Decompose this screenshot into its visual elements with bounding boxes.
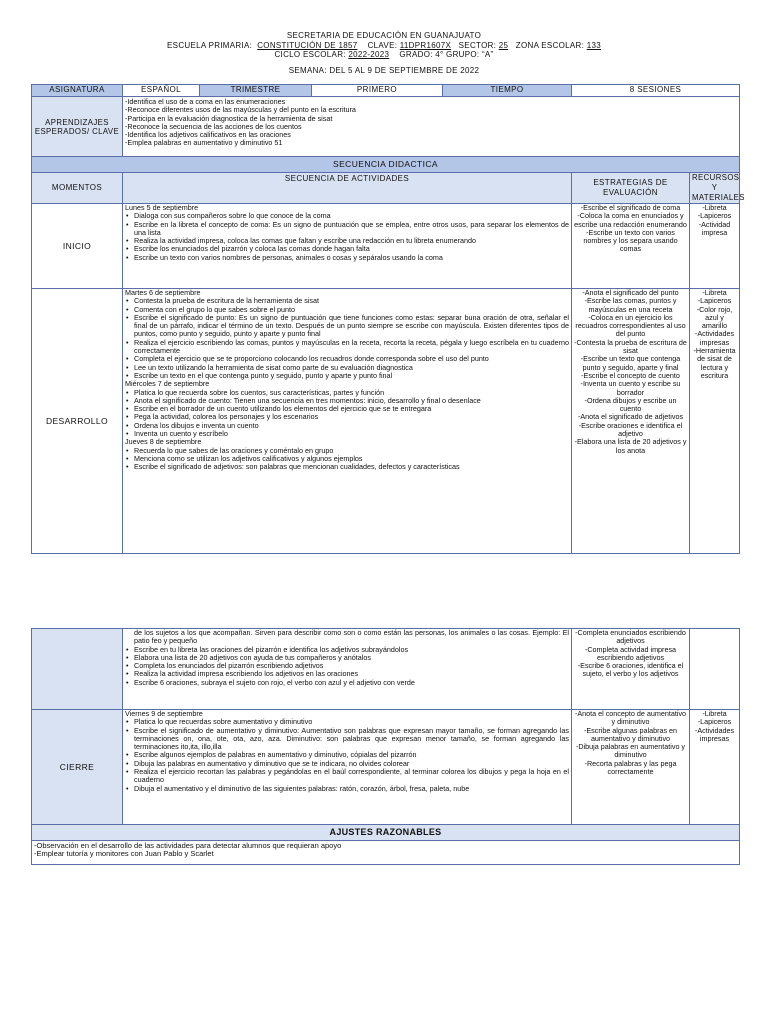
list-item: • Comenta con el grupo lo que sabes sobre el punto <box>125 306 569 314</box>
continuation-activities <box>123 629 572 710</box>
list-item: • Escribe el significado de aumentativo y diminutivo: Aumentativo son palabras que expresan mayor tamaño, se forman agregando las terminaciones on, ona, ote, ota, azo, aza. Diminutivo: son palabras que expresan menor tamaño, se forman agregando las terminaciones ito,ita, illo,illa <box>125 727 569 752</box>
recurso-item: -Lapiceros <box>697 717 732 727</box>
recurso-item: -Libreta <box>702 288 727 297</box>
aprendizaje-item: -Participa en la evaluación diagnostica de la herramienta de sisat <box>125 113 333 123</box>
planning-table-page2 <box>31 628 740 865</box>
recurso-item: -Herramienta de sisat de lectura y escritura <box>693 346 736 380</box>
cierre-label: CIERRE <box>32 710 123 825</box>
list-item: • Ordena los dibujos e inventa un cuento <box>125 422 569 430</box>
list-item: • Escribe en la libreta el concepto de coma: Es un signo de puntuación que se emplea, entre otros usos, para separar los elementos de una lista <box>125 221 569 238</box>
list-item: • Dibuja el aumentativo y el diminutivo de las siguientes palabras: ratón, corazón, árbol, fresa, paleta, nube <box>125 785 569 793</box>
secretaria-line: SECRETARIA DE EDUCACIÓN EN GUANAJUATO <box>286 31 482 40</box>
trimestre-label: TRIMESTRE <box>200 85 312 97</box>
day-heading: Miércoles 7 de septiembre <box>125 379 210 389</box>
list-item: • Elabora una lista de 20 adjetivos con ayuda de tus compañeros y anótalos <box>125 654 569 662</box>
recursos-header: RECURSOS Y MATERIALES <box>690 173 740 204</box>
activity-list <box>125 646 569 687</box>
estrategia-item: -Escribe oraciones e identifica el adjetivo <box>578 420 683 439</box>
momentos-header: MOMENTOS <box>32 173 123 204</box>
estrategia-item: -Escribe algunas palabras en aumentativo y diminutivo <box>583 725 678 743</box>
inicio-estrategias <box>572 204 690 289</box>
recurso-item: -Lapiceros <box>697 211 732 221</box>
school-name: CONSTITUCIÓN DE 1857 <box>257 40 358 50</box>
tiempo-value: 8 SESIONES <box>572 85 740 97</box>
ajustes-list <box>32 841 740 865</box>
list-item: • Escribe un texto con varios nombres de personas, animales o cosas y sepáralos usando la coma <box>125 254 569 262</box>
recurso-item: -Libreta <box>702 203 727 212</box>
inicio-row <box>32 204 740 289</box>
planning-table-page1 <box>31 84 745 554</box>
recurso-item: -Lapiceros <box>697 296 732 306</box>
list-item: • Realiza la actividad impresa, coloca las comas que faltan y escribe una redacción en tu libreta enumerando <box>125 237 569 245</box>
aprendizajes-label: APRENDIZAJES ESPERADOS/ CLAVE <box>32 97 123 157</box>
list-item: • Escribe en tu libreta las oraciones del pizarrón e identifica los adjetivos subrayándolos <box>125 646 569 654</box>
desarrollo-recursos <box>690 289 740 554</box>
estrategia-item: -Escribe 6 oraciones, identifica el sujeto, el verbo y los adjetivos <box>577 661 684 679</box>
aprendizaje-item: -Reconoce diferentes usos de las mayúsculas y del punto en la escritura <box>125 105 356 115</box>
list-item: • Escribe el significado de adjetivos: son palabras que mencionan cualidades, defectos y características <box>125 463 569 471</box>
school-zona: 133 <box>586 40 601 50</box>
day-heading: Martes 6 de septiembre <box>125 288 201 297</box>
estrategia-item: -Anota el concepto de aumentativo y diminutivo <box>574 709 687 727</box>
aprendizaje-item: -Identifica el uso de a coma en las enumeraciones <box>125 97 286 106</box>
cierre-row <box>32 710 740 825</box>
grado-grupo: GRADO: 4° GRUPO: “A” <box>399 50 494 59</box>
continuation-moment <box>32 629 123 710</box>
desarrollo-estrategias <box>572 289 690 554</box>
ajustes-title-row <box>32 825 740 841</box>
activity-list <box>125 297 569 380</box>
ciclo-line: CICLO ESCOLAR: 2022-2023 GRADO: 4° GRUPO: “A” <box>274 50 494 59</box>
estrategia-item: -Escribe las comas, puntos y mayúsculas en una receta <box>584 296 677 314</box>
recurso-item: -Color rojo, azul y amarillo <box>696 304 733 331</box>
day-heading: Jueves 8 de septiembre <box>125 437 202 447</box>
list-item: • Realiza el ejercicio escribiendo las comas, puntos y mayúsculas en la receta, recorta la receta, pégala y luego escríbela en tu cuaderno correctamente <box>125 339 569 356</box>
estrategia-item: -Ordena dibujos y escribe un cuento <box>584 395 677 414</box>
continuation-recursos <box>690 629 740 710</box>
estrategia-item: -Escribe el significado de coma <box>580 203 681 212</box>
day-heading: Lunes 5 de septiembre <box>125 203 199 212</box>
trimestre-value: PRIMERO <box>312 85 443 97</box>
list-item: • Inventa un cuento y escríbelo <box>125 430 569 438</box>
estrategia-item: -Anota el significado del punto <box>582 288 679 297</box>
inicio-label: INICIO <box>32 204 123 289</box>
activity-list <box>125 212 569 262</box>
estrategia-item: -Contesta la prueba de escritura de sisat <box>574 337 687 356</box>
list-item: • Platica lo que recuerdas sobre aumentativo y diminutivo <box>125 718 569 726</box>
column-header-row <box>32 173 740 204</box>
school-sector: 25 <box>498 40 509 50</box>
ajuste-item: -Observación en el desarrollo de las actividades para detectar alumnos que requieran apoyo <box>34 841 342 850</box>
day-heading: Viernes 9 de septiembre <box>125 709 203 718</box>
estrategia-item: -Elabora una lista de 20 adjetivos y los anota <box>574 437 687 455</box>
desarrollo-activities <box>123 289 572 554</box>
ciclo-value: 2022-2023 <box>348 50 390 59</box>
list-item: • Lee un texto utilizando la herramienta de sisat como parte de su evaluación diagnostica <box>125 364 569 372</box>
tiempo-label: TIEMPO <box>443 85 572 97</box>
secuencia-title: SECUENCIA DIDACTICA <box>32 157 740 173</box>
info-row <box>32 85 740 97</box>
estrategia-item: -Anota el significado de adjetivos <box>577 412 684 422</box>
aprendizajes-row <box>32 97 740 157</box>
list-item: • Escribe 6 oraciones, subraya el sujeto con rojo, el verbo con azul y el adjetivo con verde <box>125 679 569 687</box>
aprendizaje-item: -Emplea palabras en aumentativo y diminutivo 51 <box>125 138 283 148</box>
recurso-item: -Actividad impresa <box>698 219 731 237</box>
cierre-estrategias <box>572 710 690 825</box>
list-item: • Dibuja las palabras en aumentativo y diminutivo que se te indicara, no olvides colorear <box>125 760 569 768</box>
estrategia-item: -Completa enunciados escribiendo adjetivos <box>575 628 686 646</box>
asignatura-label: ASIGNATURA <box>32 85 123 97</box>
recurso-item: -Libreta <box>702 709 727 718</box>
aprendizaje-item: -Reconoce la secuencia de las acciones de los cuentos <box>125 121 302 131</box>
list-item: • Realiza la actividad impresa escribiendo los adjetivos en las oraciones <box>125 670 569 678</box>
recurso-item: -Actividades impresas <box>694 725 735 743</box>
desarrollo-label: DESARROLLO <box>32 289 123 554</box>
activity-list <box>125 447 569 472</box>
list-item: • Escribe algunos ejemplos de palabras en aumentativo y diminutivo, cópialas del pizarrón <box>125 751 569 759</box>
actividades-header: SECUENCIA DE ACTIVIDADES <box>123 173 572 204</box>
list-item: • Completa el ejercicio que se te proporciono colocando los recuadros donde corresponda sobre el uso del punto <box>125 355 569 363</box>
semana-line: SEMANA: DEL 5 AL 9 DE SEPTIEMBRE DE 2022 <box>288 65 480 75</box>
continuation-row <box>32 629 740 710</box>
cierre-activities <box>123 710 572 825</box>
list-item: • Realiza el ejercicio recortan las palabras y pegándolas en el baúl correspondiente, al terminar colorea los dibujos y pega la hoja en el cuaderno <box>125 768 569 785</box>
list-item: • Dialoga con sus compañeros sobre lo que conoce de la coma <box>125 212 569 220</box>
ajustes-row <box>32 841 740 865</box>
school-clave: 11DPR1607X <box>399 40 452 50</box>
ajustes-title: AJUSTES RAZONABLES <box>32 825 740 841</box>
estrategia-item: -Escribe un texto con varios nombres y los separa usando comas <box>583 227 678 254</box>
estrategia-item: -Escribe un texto que contenga punto y seguido, aparte y final <box>580 354 681 372</box>
recurso-item: -Actividades impresas <box>694 329 735 347</box>
list-item: • Menciona como se utilizan los adjetivos calificativos y algunos ejemplos <box>125 455 569 463</box>
estrategia-item: -Coloca la coma en enunciados y escribe una redacción enumerando <box>574 211 687 229</box>
list-item: • Pega la actividad, colorea los personajes y los escenarios <box>125 413 569 421</box>
continued-text: de los sujetos a los que acompañan. Sirven para describir como son o como están las personas, los animales o las cosas. Ejemplo: El patio feo y pequeño <box>134 628 569 646</box>
list-item: • Recuerda lo que sabes de las oraciones y coméntalo en grupo <box>125 447 569 455</box>
continuation-estrategias <box>572 629 690 710</box>
secuencia-title-row <box>32 157 740 173</box>
list-item: • Escribe en el borrador de un cuento utilizando los elementos del ejercicio que se te entregara <box>125 405 569 413</box>
list-item: • Escribe un texto en el que contenga punto y seguido, punto y aparte y punto final <box>125 372 569 380</box>
estrategia-item: -Escribe el concepto de cuento <box>581 370 680 380</box>
desarrollo-row <box>32 289 740 554</box>
estrategia-item: -Coloca en un ejercicio los recuadros correspondientes al uso del punto <box>575 312 686 339</box>
estrategia-item: -Dibuja palabras en aumentativo y diminutivo <box>575 742 686 760</box>
activity-list <box>125 718 569 793</box>
aprendizaje-item: -Identifica los adjetivos calificativos en las oraciones <box>125 130 291 140</box>
list-item: • Contesta la prueba de escritura de la herramienta de sisat <box>125 297 569 305</box>
list-item: • Escribe el significado de punto: Es un signo de puntuación que tiene funciones como estas: separar buna oración de otra, señalar el final de un párrafo, indicar el término de un texto. Después de un punto siempre se escribe con mayúscula. Existen diferentes tipos de puntos, como punto y seguido, punto y aparte y punto final <box>125 314 569 339</box>
ajuste-item: -Emplear tutoría y monitores con Juan Pablo y Scarlet <box>34 849 214 859</box>
activity-list <box>125 389 569 439</box>
cierre-recursos <box>690 710 740 825</box>
list-item: • Escribe los enunciados del pizarrón y coloca las comas donde hagan falta <box>125 245 569 253</box>
list-item: • Anota el significado de cuento: Tienen una secuencia en tres momentos: inicio, desarrollo y final o desenlace <box>125 397 569 405</box>
aprendizajes-list <box>123 97 740 157</box>
estrategia-item: -Recorta palabras y las pega correctamente <box>584 758 677 777</box>
list-item: • Platica lo que recuerda sobre los cuentos, sus características, partes y función <box>125 389 569 397</box>
list-item: • Completa los enunciados del pizarrón escribiendo adjetivos <box>125 662 569 670</box>
document-header <box>0 31 768 75</box>
asignatura-value: ESPAÑOL <box>123 85 200 97</box>
estrategia-item: -Inventa un cuento y escribe su borrador <box>580 379 681 397</box>
estrategia-item: -Completa actividad impresa escribiendo adjetivos <box>584 644 677 662</box>
estrategias-header: ESTRATEGIAS DE EVALUACIÓN <box>572 173 690 204</box>
inicio-activities <box>123 204 572 289</box>
school-line: ESCUELA PRIMARIA: CONSTITUCIÓN DE 1857 CLAVE: 11DPR1607X SECTOR: 25 ZONA ESCOLAR: 133 <box>167 40 601 50</box>
inicio-recursos <box>690 204 740 289</box>
